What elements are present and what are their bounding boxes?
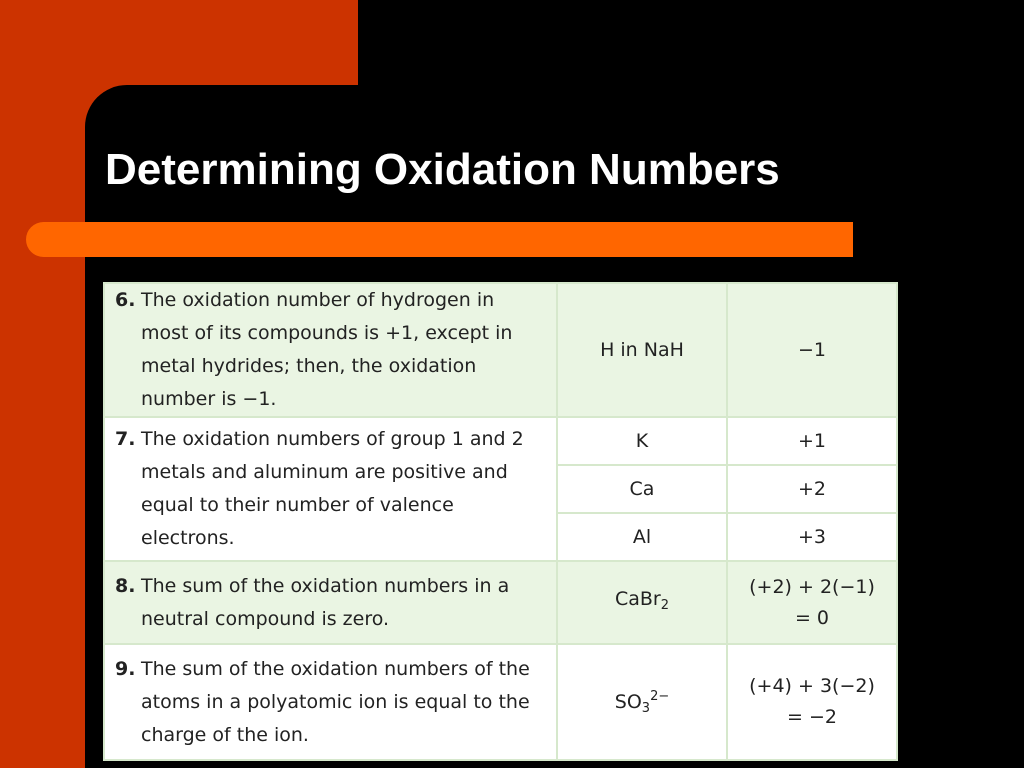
rule-6-cell (104, 283, 557, 417)
table-row-rule-6 (104, 283, 897, 417)
slide-title: Determining Oxidation Numbers (105, 145, 780, 194)
oxidation-value: +1 (727, 417, 897, 465)
table-row-rule-7 (104, 417, 897, 465)
rule-9-cell (104, 644, 557, 760)
oxidation-value: +2 (727, 465, 897, 513)
table-row-rule-8 (104, 561, 897, 644)
rule-text: The sum of the oxidation numbers in a neutral compound is zero. (141, 574, 510, 630)
value-line-2: = 0 (794, 606, 830, 629)
rule-number: 9. (115, 657, 136, 680)
oxidation-value (727, 561, 897, 644)
title-underline-bar (26, 222, 853, 257)
example-species (557, 644, 727, 760)
example-species: H in NaH (557, 283, 727, 417)
rule-number: 7. (115, 428, 136, 450)
rule-number: 8. (115, 574, 136, 597)
oxidation-value: −1 (727, 283, 897, 417)
table-row-rule-9 (104, 644, 897, 760)
example-species (557, 561, 727, 644)
formula-subscript: 3 (641, 700, 651, 716)
value-line-1: (+2) + 2(−1) (749, 575, 875, 598)
rule-text: The sum of the oxidation numbers of the atoms in a polyatomic ion is equal to the charge of the ion. (141, 657, 530, 746)
oxidation-rules-table (103, 282, 898, 761)
formula-base: SO (614, 690, 642, 713)
formula-subscript: 2 (660, 598, 670, 613)
rule-7-cell (104, 417, 557, 561)
rule-text: The oxidation numbers of group 1 and 2 metals and aluminum are positive and equal to their number of valence electrons. (141, 428, 524, 549)
example-species: Ca (557, 465, 727, 513)
value-line-1: (+4) + 3(−2) (749, 675, 875, 697)
oxidation-value: +3 (727, 513, 897, 561)
example-species: K (557, 417, 727, 465)
oxidation-value (727, 644, 897, 760)
rule-8-cell (104, 561, 557, 644)
rule-text: The oxidation number of hydrogen in most of its compounds is +1, except in metal hydrides; then, the oxidation number is −1. (141, 289, 513, 410)
formula-base: CaBr (614, 588, 661, 610)
value-line-2: = −2 (787, 706, 837, 728)
example-species: Al (557, 513, 727, 561)
formula-superscript: 2− (650, 688, 670, 704)
rule-number: 6. (115, 289, 136, 311)
